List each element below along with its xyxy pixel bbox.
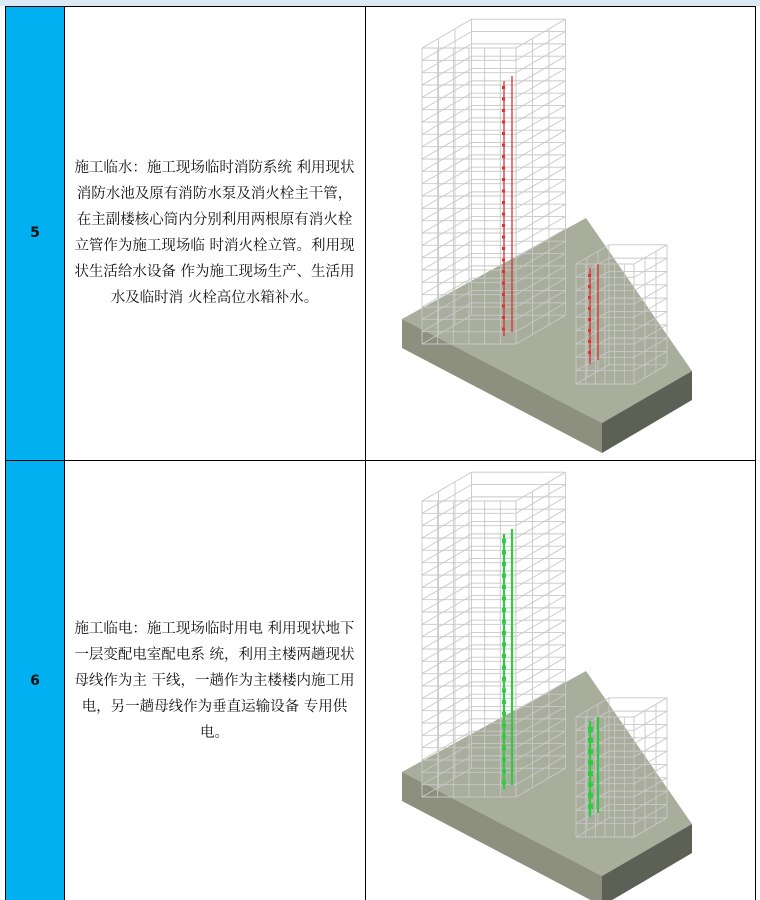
riser-marker bbox=[502, 86, 505, 89]
riser-marker bbox=[502, 746, 506, 750]
description-text: 施工临电：施工现场临时用电 利用现状地下一层变配电室配电系 统，利用主楼两趟现状母线作为主 干线，一趟作为主楼楼内施工用 电，另一趟母线作为垂直运输设备 专用供电。 bbox=[74, 620, 355, 741]
riser-marker bbox=[502, 282, 505, 285]
row-number-cell bbox=[5, 461, 65, 900]
grid-line bbox=[755, 6, 756, 900]
model-image-cell bbox=[366, 6, 755, 460]
riser-marker bbox=[502, 597, 506, 601]
description-text: 施工临水：施工现场临时消防系统 利用现状消防水池及原有消防水泵及消火栓主干管，在主副楼核心筒内分别利用两根原有消火栓立管作为施工现场临 时消火栓立管。利用现状生活给水设备 作为施工现场生产、生活用水及临时消 火栓高位水箱补水。 bbox=[74, 160, 355, 306]
grid-line bbox=[5, 460, 756, 461]
riser-marker bbox=[502, 236, 505, 239]
riser-marker bbox=[588, 771, 593, 776]
building-model-power-diagram bbox=[366, 461, 755, 900]
riser-marker bbox=[502, 723, 506, 727]
riser-marker bbox=[588, 296, 591, 299]
riser-marker bbox=[502, 539, 506, 543]
riser-marker bbox=[588, 738, 593, 743]
riser-marker bbox=[502, 781, 506, 785]
riser-marker bbox=[502, 551, 506, 555]
riser-marker bbox=[502, 316, 505, 319]
riser-marker bbox=[502, 270, 505, 273]
riser-marker bbox=[502, 562, 506, 566]
riser-marker bbox=[502, 608, 506, 612]
riser-marker bbox=[502, 224, 505, 227]
riser-marker bbox=[502, 178, 505, 181]
riser-marker bbox=[502, 769, 506, 773]
riser-marker bbox=[502, 574, 506, 578]
riser-marker bbox=[502, 213, 505, 216]
riser-marker bbox=[502, 247, 505, 250]
row-number: 5 bbox=[30, 225, 40, 241]
description-cell bbox=[64, 6, 365, 460]
riser-marker bbox=[502, 305, 505, 308]
riser-marker bbox=[502, 677, 506, 681]
riser-marker bbox=[502, 259, 505, 262]
model-image-cell bbox=[366, 461, 755, 900]
base-top bbox=[402, 671, 692, 876]
riser-marker bbox=[502, 700, 506, 704]
grid-line bbox=[5, 6, 756, 7]
riser-marker bbox=[588, 318, 591, 321]
riser-marker bbox=[588, 782, 593, 787]
riser-marker bbox=[588, 804, 593, 809]
riser-marker bbox=[502, 167, 505, 170]
riser-marker bbox=[502, 712, 506, 716]
riser-marker bbox=[588, 285, 591, 288]
riser-marker bbox=[588, 274, 591, 277]
row-number-cell bbox=[5, 6, 65, 460]
base-top bbox=[402, 218, 692, 423]
riser-marker bbox=[588, 760, 593, 765]
riser-marker bbox=[588, 329, 591, 332]
table-row bbox=[0, 461, 760, 900]
riser-marker bbox=[502, 293, 505, 296]
riser-marker bbox=[502, 735, 506, 739]
riser-marker bbox=[502, 585, 506, 589]
riser-marker bbox=[502, 620, 506, 624]
riser-marker bbox=[502, 121, 505, 124]
riser-marker bbox=[588, 307, 591, 310]
riser-marker bbox=[588, 749, 593, 754]
riser-marker bbox=[502, 328, 505, 331]
riser-marker bbox=[502, 666, 506, 670]
building-model-water-diagram bbox=[366, 6, 755, 460]
riser-marker bbox=[588, 727, 593, 732]
riser-marker bbox=[502, 643, 506, 647]
riser-marker bbox=[502, 98, 505, 101]
riser-marker bbox=[502, 631, 506, 635]
riser-marker bbox=[502, 109, 505, 112]
grid-line bbox=[365, 6, 366, 900]
row-number: 6 bbox=[30, 672, 40, 689]
table-row bbox=[0, 6, 760, 460]
riser-marker bbox=[502, 758, 506, 762]
riser-marker bbox=[502, 144, 505, 147]
riser-marker bbox=[588, 351, 591, 354]
riser-marker bbox=[502, 689, 506, 693]
riser-marker bbox=[502, 132, 505, 135]
riser-marker bbox=[502, 654, 506, 658]
description-cell bbox=[64, 461, 365, 900]
riser-marker bbox=[588, 340, 591, 343]
riser-marker bbox=[502, 155, 505, 158]
riser-marker bbox=[502, 201, 505, 204]
riser-marker bbox=[588, 793, 593, 798]
riser-marker bbox=[502, 190, 505, 193]
